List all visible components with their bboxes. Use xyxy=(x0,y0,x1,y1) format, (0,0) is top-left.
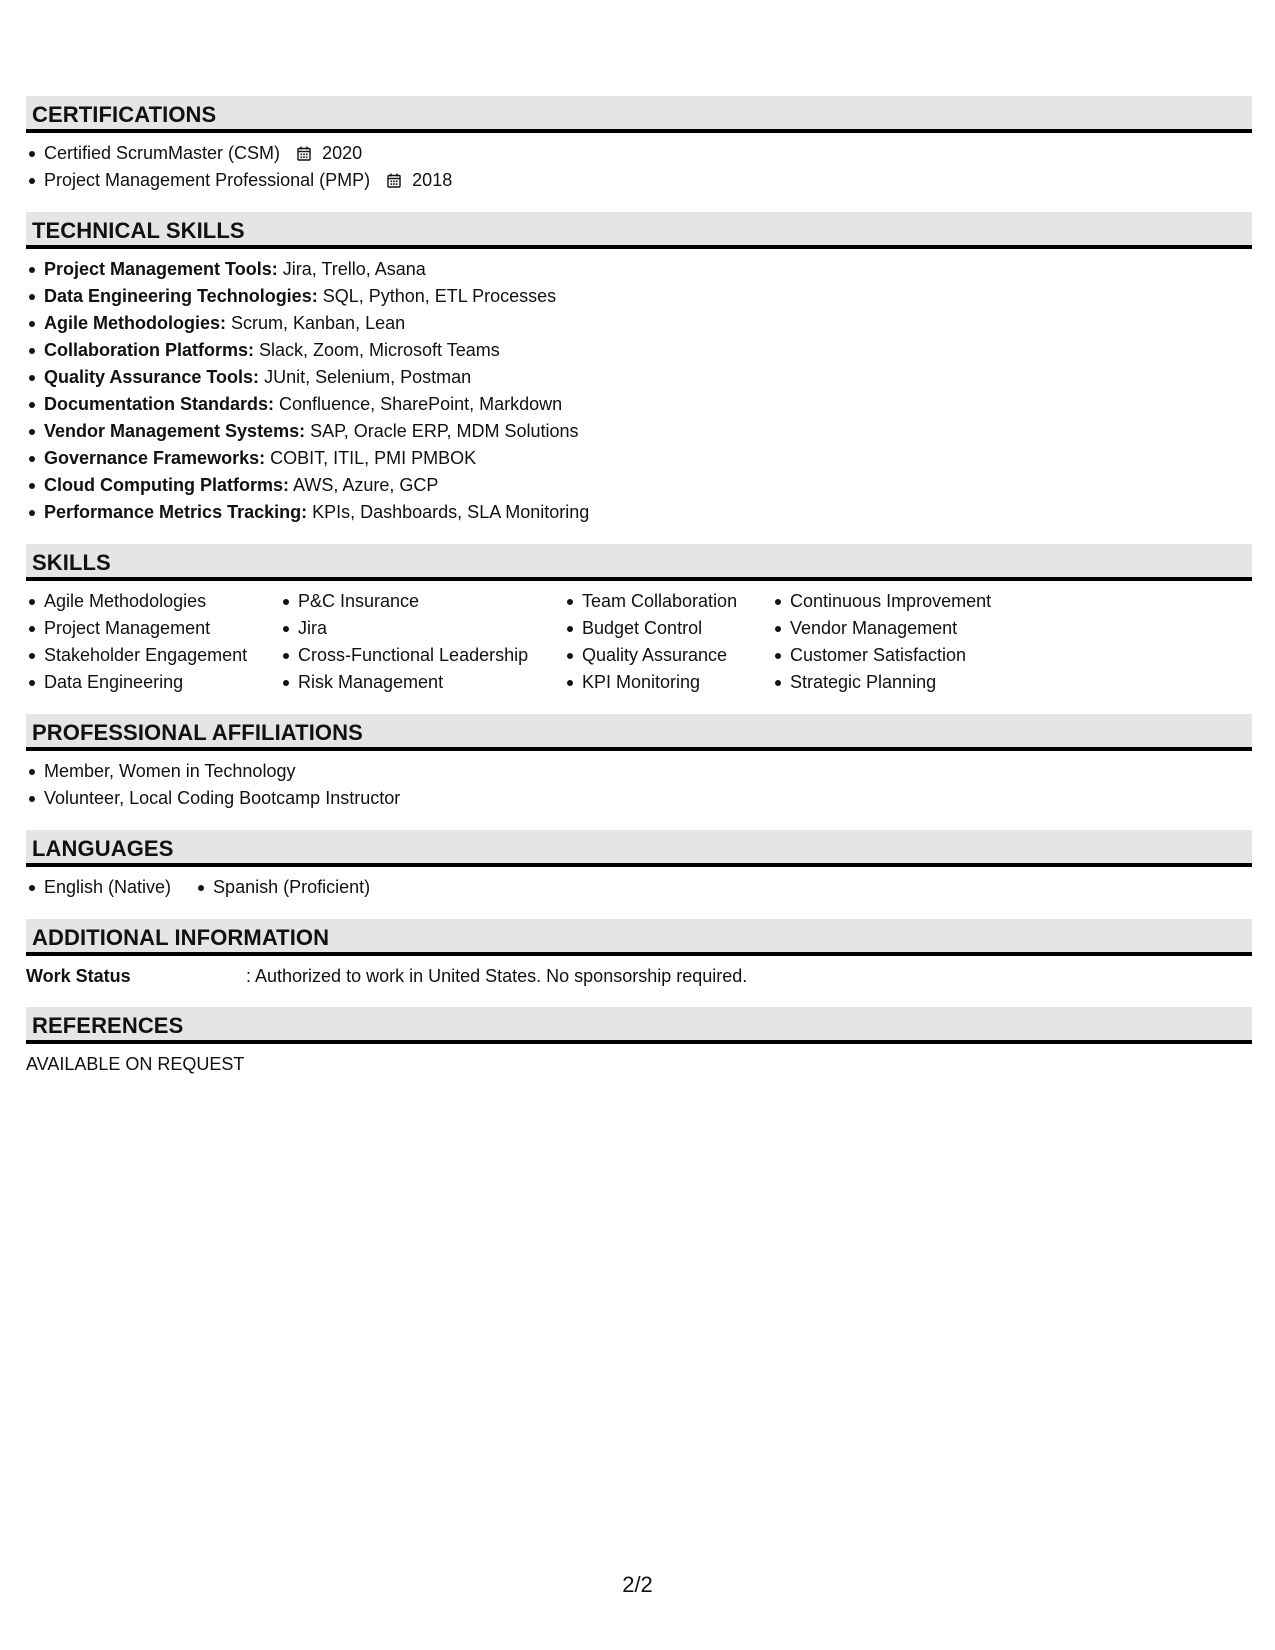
work-status-row xyxy=(26,963,1252,989)
technical-skill-item xyxy=(26,337,1252,364)
resume-page xyxy=(26,96,1252,1095)
certification-name: Certified ScrumMaster (CSM) xyxy=(44,143,281,163)
skill-item: Project Management xyxy=(26,615,280,642)
languages-list xyxy=(26,874,1252,901)
affiliations-list xyxy=(26,758,1252,812)
work-status-label: Work Status xyxy=(26,966,131,986)
technical-skill-value: AWS, Azure, GCP xyxy=(288,475,439,495)
skill-item: Customer Satisfaction xyxy=(772,642,1032,669)
page-number: 2/2 xyxy=(622,1572,653,1597)
skill-item: Continuous Improvement xyxy=(772,588,1032,615)
languages-header xyxy=(26,830,1252,867)
languages-title: LANGUAGES xyxy=(32,836,174,861)
skill-item: Budget Control xyxy=(564,615,772,642)
additional-info-title: ADDITIONAL INFORMATION xyxy=(32,925,330,950)
technical-skill-label: Cloud Computing Platforms: xyxy=(44,475,289,495)
skill-item: KPI Monitoring xyxy=(564,669,772,696)
technical-skill-value: COBIT, ITIL, PMI PMBOK xyxy=(265,448,477,468)
technical-skill-label: Performance Metrics Tracking: xyxy=(44,502,308,522)
skill-item: Vendor Management xyxy=(772,615,1032,642)
references-header xyxy=(26,1007,1252,1044)
certification-year: 2020 xyxy=(322,143,363,163)
certification-item xyxy=(26,167,1252,194)
affiliation-item: Member, Women in Technology xyxy=(26,758,1252,785)
technical-skill-value: Jira, Trello, Asana xyxy=(277,259,426,279)
technical-skill-item xyxy=(26,391,1252,418)
references-title: REFERENCES xyxy=(32,1013,184,1038)
language-item: Spanish (Proficient) xyxy=(195,874,370,901)
technical-skill-item xyxy=(26,364,1252,391)
references-text: AVAILABLE ON REQUEST xyxy=(26,1054,245,1074)
technical-skill-value: SQL, Python, ETL Processes xyxy=(317,286,557,306)
technical-skill-item xyxy=(26,499,1252,526)
references-section xyxy=(26,1007,1252,1077)
skills-column xyxy=(772,588,1032,696)
skill-item: Risk Management xyxy=(280,669,564,696)
skill-item: Jira xyxy=(280,615,564,642)
technical-skills-section xyxy=(26,212,1252,526)
technical-skill-value: Scrum, Kanban, Lean xyxy=(226,313,406,333)
technical-skill-label: Quality Assurance Tools: xyxy=(44,367,260,387)
skills-column xyxy=(564,588,772,696)
affiliations-header xyxy=(26,714,1252,751)
technical-skills-title: TECHNICAL SKILLS xyxy=(32,218,245,243)
certification-year: 2018 xyxy=(412,170,453,190)
technical-skill-item xyxy=(26,418,1252,445)
technical-skill-label: Project Management Tools: xyxy=(44,259,278,279)
skills-title: SKILLS xyxy=(32,550,111,575)
skill-item: Agile Methodologies xyxy=(26,588,280,615)
skill-item: Cross-Functional Leadership xyxy=(280,642,564,669)
skill-item: Data Engineering xyxy=(26,669,280,696)
technical-skill-value: Confluence, SharePoint, Markdown xyxy=(274,394,563,414)
technical-skill-value: Slack, Zoom, Microsoft Teams xyxy=(254,340,500,360)
technical-skill-value: JUnit, Selenium, Postman xyxy=(259,367,472,387)
skill-item: P&C Insurance xyxy=(280,588,564,615)
technical-skill-item xyxy=(26,445,1252,472)
certifications-list xyxy=(26,140,1252,194)
language-item: English (Native) xyxy=(26,874,171,901)
technical-skill-value: KPIs, Dashboards, SLA Monitoring xyxy=(307,502,590,522)
technical-skills-list xyxy=(26,256,1252,526)
calendar-icon xyxy=(387,173,401,188)
affiliation-item: Volunteer, Local Coding Bootcamp Instructor xyxy=(26,785,1252,812)
certifications-section xyxy=(26,96,1252,194)
technical-skill-label: Data Engineering Technologies: xyxy=(44,286,318,306)
skills-section xyxy=(26,544,1252,696)
technical-skill-label: Documentation Standards: xyxy=(44,394,275,414)
skills-column xyxy=(280,588,564,696)
skills-header xyxy=(26,544,1252,581)
technical-skill-item xyxy=(26,256,1252,283)
work-status-value: : Authorized to work in United States. No sponsorship required. xyxy=(246,966,748,986)
technical-skill-item xyxy=(26,283,1252,310)
technical-skill-value: SAP, Oracle ERP, MDM Solutions xyxy=(305,421,579,441)
additional-info-header xyxy=(26,919,1252,956)
certification-item xyxy=(26,140,1252,167)
skills-grid xyxy=(26,588,1252,696)
technical-skill-label: Collaboration Platforms: xyxy=(44,340,255,360)
technical-skill-item xyxy=(26,472,1252,499)
skill-item: Quality Assurance xyxy=(564,642,772,669)
skills-column xyxy=(26,588,280,696)
languages-section xyxy=(26,830,1252,901)
technical-skill-label: Governance Frameworks: xyxy=(44,448,266,468)
technical-skill-label: Vendor Management Systems: xyxy=(44,421,306,441)
skill-item: Stakeholder Engagement xyxy=(26,642,280,669)
technical-skill-item xyxy=(26,310,1252,337)
affiliations-section xyxy=(26,714,1252,812)
certification-name: Project Management Professional (PMP) xyxy=(44,170,371,190)
technical-skill-label: Agile Methodologies: xyxy=(44,313,226,333)
additional-info-section xyxy=(26,919,1252,989)
certifications-header xyxy=(26,96,1252,133)
skill-item: Strategic Planning xyxy=(772,669,1032,696)
skill-item: Team Collaboration xyxy=(564,588,772,615)
certifications-title: CERTIFICATIONS xyxy=(32,102,217,127)
technical-skills-header xyxy=(26,212,1252,249)
calendar-icon xyxy=(297,146,311,161)
affiliations-title: PROFESSIONAL AFFILIATIONS xyxy=(32,720,363,745)
